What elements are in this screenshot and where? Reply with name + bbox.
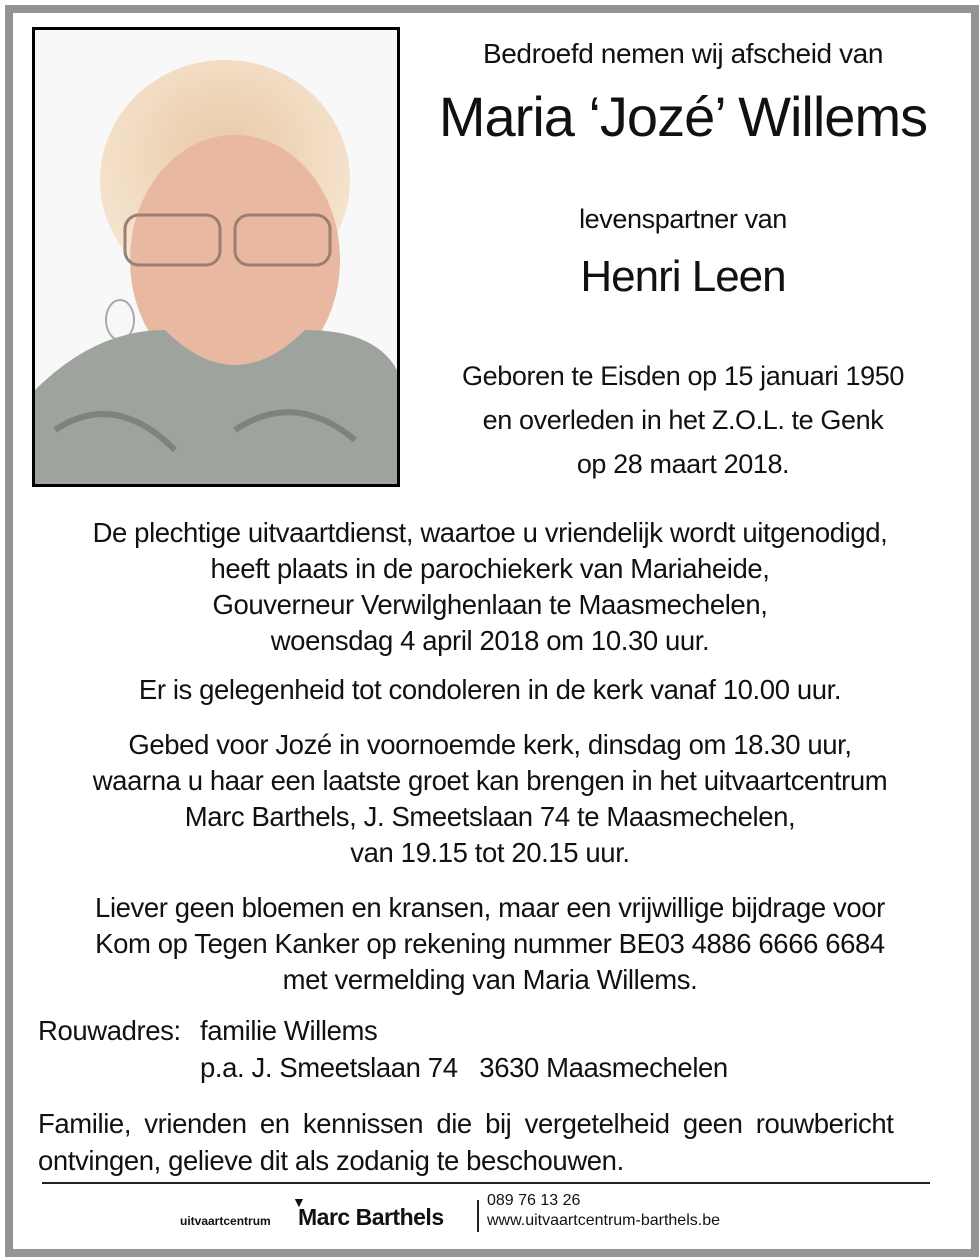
- phone-number: 089 76 13 26: [487, 1192, 581, 1209]
- prayer-line: Gebed voor Jozé in voornoemde kerk, dinsdag om 18.30 uur,: [128, 729, 852, 760]
- service-line: woensdag 4 april 2018 om 10.30 uur.: [270, 625, 710, 656]
- closing-line: ontvingen, gelieve dit als zodanig te beschouwen.: [38, 1145, 624, 1176]
- donation-line: Kom op Tegen Kanker op rekening nummer BE03 4886 6666 6684: [95, 928, 885, 959]
- closing-line: Familie, vrienden en kennissen die bij vergetelheid geen rouwbericht: [38, 1108, 894, 1139]
- portrait-photo: [32, 27, 400, 487]
- footer-separator: [477, 1200, 479, 1232]
- brand-prefix: uitvaartcentrum: [180, 1214, 271, 1228]
- birth-line: Geboren te Eisden op 15 januari 1950: [462, 361, 904, 391]
- website-link[interactable]: www.uitvaartcentrum-barthels.be: [487, 1212, 720, 1229]
- condolence-paragraph: Er is gelegenheid tot condoleren in de kerk vanaf 10.00 uur.: [138, 674, 842, 705]
- partner-name: Henri Leen: [580, 252, 786, 301]
- prayer-line: Marc Barthels, J. Smeetslaan 74 te Maasmechelen,: [184, 801, 796, 832]
- death-date-line: op 28 maart 2018.: [576, 449, 790, 479]
- address-line-2: p.a. J. Smeetslaan 74 3630 Maasmechelen: [200, 1052, 728, 1083]
- prayer-line: van 19.15 tot 20.15 uur.: [350, 837, 630, 868]
- address-label: Rouwadres:: [38, 1015, 181, 1046]
- closing-paragraph: [38, 1105, 893, 1179]
- donation-paragraph: [20, 890, 960, 998]
- deceased-name: Maria ‘Jozé’ Willems: [438, 85, 928, 148]
- prayer-paragraph: [20, 727, 960, 871]
- prayer-line: waarna u haar een laatste groet kan brengen in het uitvaartcentrum: [92, 765, 888, 796]
- donation-line: Liever geen bloemen en kransen, maar een vrijwillige bijdrage voor: [95, 892, 885, 923]
- death-line: en overleden in het Z.O.L. te Genk: [482, 405, 884, 435]
- service-line: De plechtige uitvaartdienst, waartoe u vriendelijk wordt uitgenodigd,: [92, 517, 888, 548]
- intro-text: Bedroefd nemen wij afscheid van: [482, 38, 884, 69]
- service-line: Gouverneur Verwilghenlaan te Maasmechelen,: [212, 589, 768, 620]
- service-line: heeft plaats in de parochiekerk van Mariaheide,: [210, 553, 770, 584]
- birth-death-block: [418, 354, 948, 486]
- service-paragraph: [20, 515, 960, 659]
- donation-line: met vermelding van Maria Willems.: [282, 964, 698, 995]
- triangle-icon: ▼: [292, 1194, 306, 1210]
- footer-divider: [42, 1182, 930, 1184]
- address-line-1: familie Willems: [200, 1015, 378, 1046]
- brand-name: Marc Barthels: [298, 1204, 444, 1230]
- partner-label: levenspartner van: [579, 204, 787, 234]
